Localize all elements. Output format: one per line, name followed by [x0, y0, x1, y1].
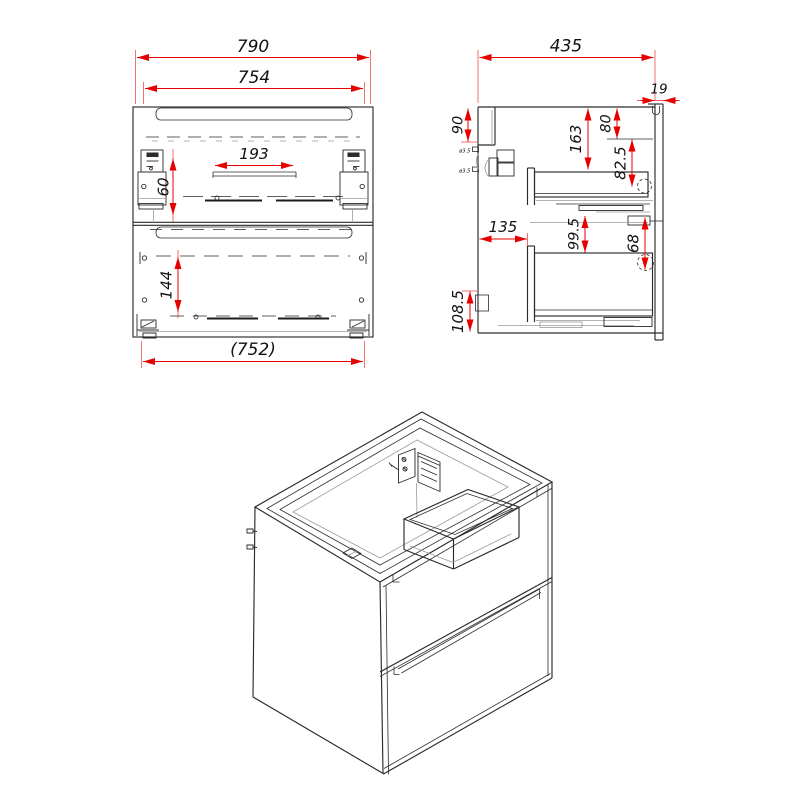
side-dim-back-gap: [637, 82, 680, 101]
iso-wall-bracket: [389, 449, 440, 519]
dim-label-82-5: 82.5: [611, 146, 630, 180]
upper-drawer-slide: [183, 172, 345, 201]
side-dim-depth: [478, 37, 655, 104]
lower-handle-recess: [156, 227, 352, 238]
dim-label-99-5: 99.5: [566, 217, 583, 251]
side-dim-rail-height: [451, 109, 478, 143]
dim-label-19: 19: [650, 81, 668, 98]
isometric-view: [247, 412, 552, 775]
iso-side-screw-marks: [247, 529, 257, 549]
side-dim-upper-drop: [612, 140, 633, 187]
dim-label-754: 754: [237, 68, 271, 88]
dim-label-68: 68: [624, 233, 643, 254]
side-dim-mid-drop: [567, 216, 586, 253]
corner-clip-bottom-left: [137, 314, 159, 338]
side-dim-basin-depth: [567, 109, 588, 170]
front-dim-upper-offset: [155, 149, 174, 222]
lower-drawer-section: [476, 246, 654, 328]
front-view-outline: [133, 107, 373, 337]
dim-label-144: 144: [157, 270, 176, 300]
front-dim-bottom-width: [142, 340, 365, 368]
iso-drawer-fronts: [380, 489, 552, 677]
front-dim-inner-width: [144, 68, 365, 104]
wall-bracket: [485, 150, 514, 176]
side-view: [449, 37, 680, 341]
dim-label-60: 60: [154, 177, 173, 197]
basin-drawer-section: [528, 139, 664, 225]
front-view: [133, 37, 373, 368]
dim-label-80: 80: [598, 114, 615, 133]
pilot-holes: [458, 147, 479, 174]
top-handle-recess: [156, 108, 352, 120]
dim-label-90: 90: [450, 115, 467, 135]
side-dim-bottom-height: [449, 290, 477, 333]
pilot-hole-label-bottom: ø3.5: [459, 168, 471, 175]
hidden-hole-upper: [638, 179, 652, 193]
iso-basin-recess-box: [404, 490, 519, 570]
dim-label-193: 193: [239, 145, 269, 163]
dim-label-752: (752): [230, 340, 276, 360]
dim-label-435: 435: [549, 36, 583, 57]
dim-label-108-5: 108.5: [449, 290, 467, 333]
corner-clip-bottom-right: [347, 314, 369, 338]
front-dim-slide-span: [215, 145, 293, 166]
hanger-rail: [478, 107, 495, 145]
dim-label-790: 790: [236, 37, 270, 57]
side-dim-top-offset: [599, 109, 618, 139]
hinge-hardware-right: [340, 150, 368, 221]
dim-label-163: 163: [567, 124, 585, 154]
front-dim-lower-offset: [158, 250, 179, 318]
pilot-hole-label-top: ø3.5: [459, 148, 471, 155]
iso-cabinet-body: [253, 412, 552, 775]
dim-label-135: 135: [488, 218, 518, 236]
side-dim-front-inset: [480, 218, 528, 247]
